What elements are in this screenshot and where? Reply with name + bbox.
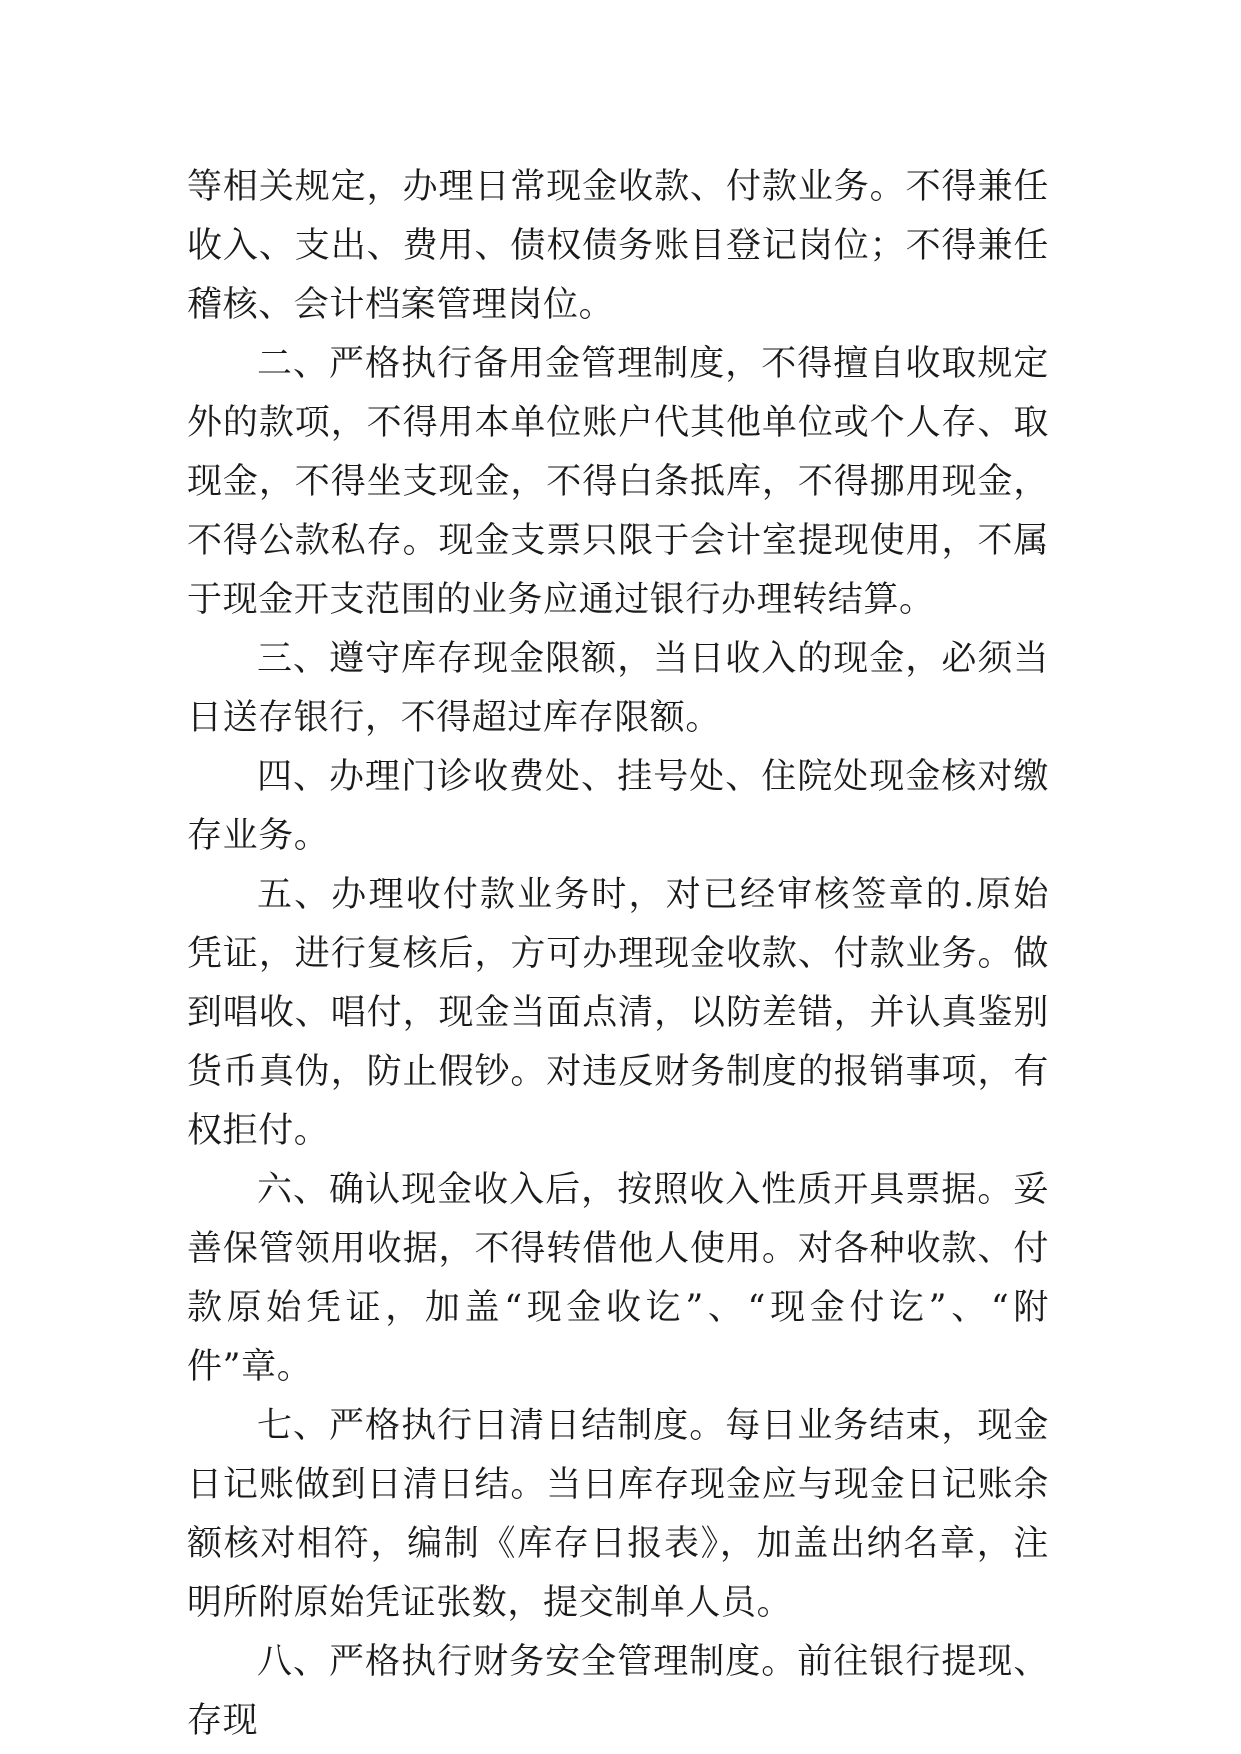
body-text [187, 158, 1049, 1751]
paragraph-item-7: 七、严格执行日清日结制度。每日业务结束，现金日记账做到日清日结。当日库存现金应与现金日记账余额核对相符，编制《库存日报表》，加盖出纳名章，注明所附原始凭证张数，提交制单人员。 [187, 1406, 1049, 1623]
paragraph-item-2: 二、严格执行备用金管理制度，不得擅自收取规定外的款项，不得用本单位账户代其他单位或个人存、取现金，不得坐支现金，不得白条抵库，不得挪用现金，不得公款私存。现金支票只限于会计室提现使用，不属于现金开支范围的业务应通过银行办理转结算。 [187, 344, 1049, 620]
paragraph-item-8: 八、严格执行财务安全管理制度。前往银行提现、存现 [187, 1642, 1049, 1741]
paragraph-item-5: 五、办理收付款业务时，对已经审核签章的.原始凭证，进行复核后，方可办理现金收款、付款业务。做到唱收、唱付，现金当面点清，以防差错，并认真鉴别货币真伪，防止假钞。对违反财务制度的报销事项，有权拒付。 [187, 875, 1049, 1151]
paragraph-item-6: 六、确认现金收入后，按照收入性质开具票据。妥善保管领用收据，不得转借他人使用。对各种收款、付款原始凭证，加盖“现金收讫”、“现金付讫”、“附件”章。 [187, 1170, 1049, 1387]
paragraph-item-4: 四、办理门诊收费处、挂号处、住院处现金核对缴存业务。 [187, 757, 1049, 856]
paragraph-item-3: 三、遵守库存现金限额，当日收入的现金，必须当日送存银行，不得超过库存限额。 [187, 639, 1049, 738]
paragraph-continued: 等相关规定，办理日常现金收款、付款业务。不得兼任收入、支出、费用、债权债务账目登记岗位；不得兼任稽核、会计档案管理岗位。 [187, 167, 1049, 325]
